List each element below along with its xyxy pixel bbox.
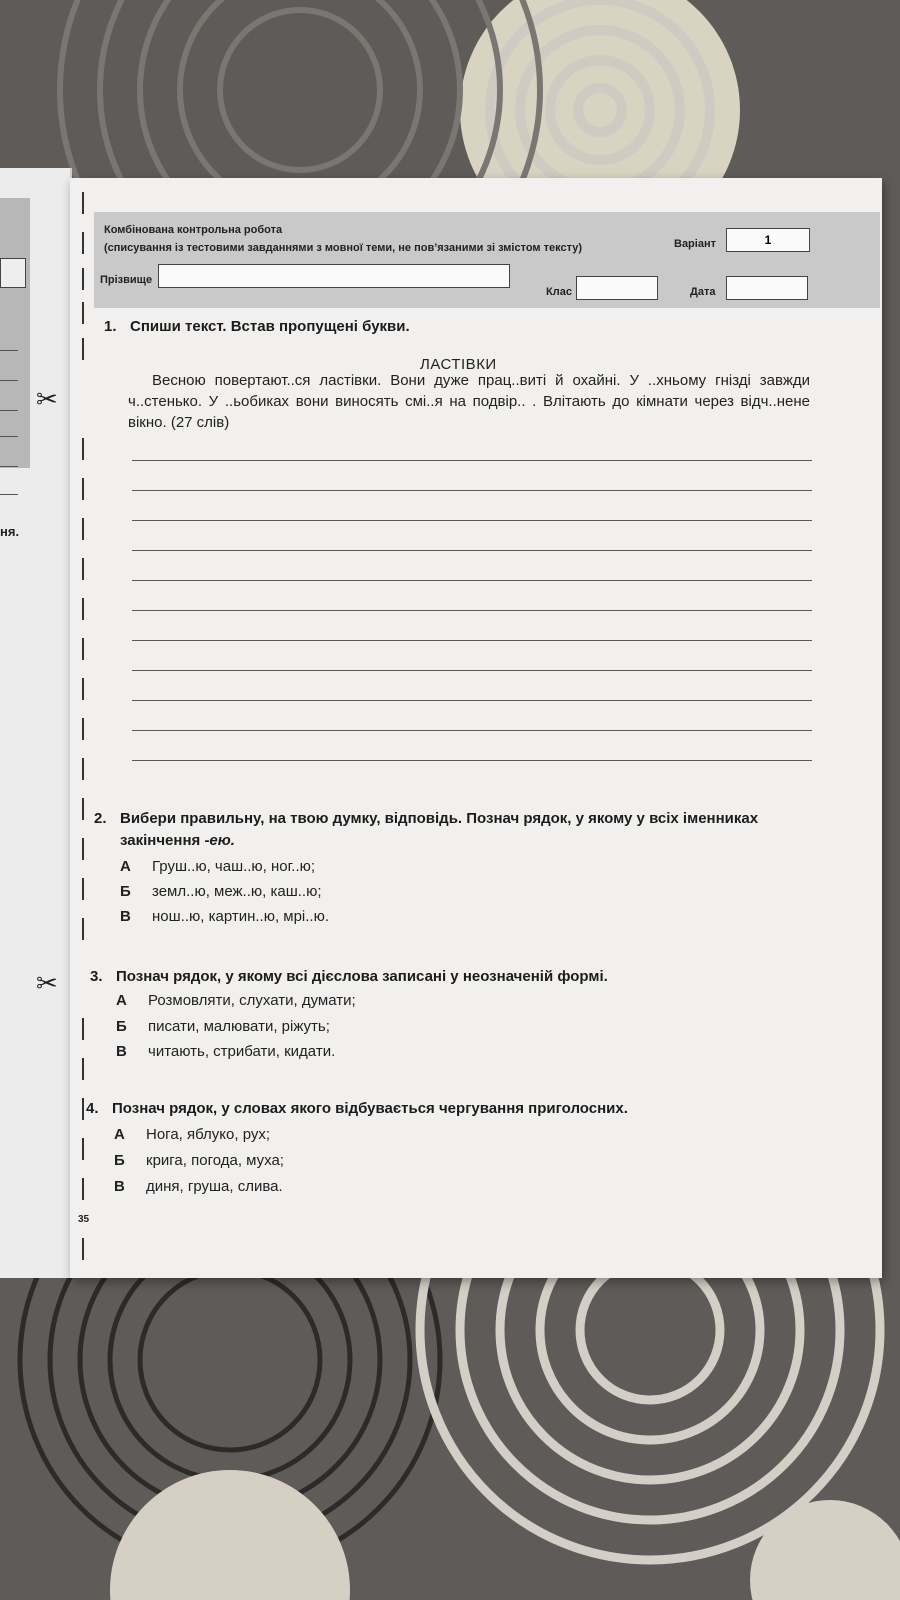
text-title: ЛАСТІВКИ [420, 356, 497, 373]
task-1-instruction: Спиши текст. Встав пропущені букви. [130, 318, 410, 335]
writing-line[interactable] [132, 580, 812, 581]
left-page-line [0, 410, 18, 411]
option-letter: А [120, 858, 131, 875]
task-4-option-b[interactable] [114, 1152, 284, 1169]
cut-line-mark [82, 798, 84, 820]
cut-line-mark [82, 638, 84, 660]
task-2-number: 2. [94, 810, 107, 827]
option-text: крига, погода, муха; [146, 1152, 284, 1169]
cut-line-mark [82, 878, 84, 900]
writing-line[interactable] [132, 520, 812, 521]
cut-line-mark [82, 758, 84, 780]
option-letter: А [116, 992, 127, 1009]
task-3-option-a[interactable] [116, 992, 356, 1009]
left-page-line [0, 350, 18, 351]
writing-line[interactable] [132, 640, 812, 641]
cut-line-mark [82, 268, 84, 290]
cut-line-mark [82, 1098, 84, 1120]
writing-line[interactable] [132, 610, 812, 611]
task-3-number: 3. [90, 968, 103, 985]
variant-label: Варіант [674, 238, 716, 250]
task-3-instruction: Познач рядок, у якому всі дієслова записані у неозначеній формі. [116, 968, 608, 985]
option-text: писати, малювати, ріжуть; [148, 1018, 330, 1035]
cut-line-mark [82, 232, 84, 254]
option-letter: А [114, 1126, 125, 1143]
task-4-number: 4. [86, 1100, 99, 1117]
class-label: Клас [546, 286, 572, 298]
cut-line-mark [82, 1018, 84, 1040]
scissors-icon: ✂ [36, 968, 58, 998]
writing-line[interactable] [132, 550, 812, 551]
header-title: Комбінована контрольна робота [104, 224, 283, 236]
left-page-text-fragment: ня. [0, 524, 20, 539]
option-letter: В [114, 1178, 125, 1195]
date-label: Дата [690, 286, 716, 298]
option-text: Груш..ю, чаш..ю, ног..ю; [152, 858, 316, 875]
option-letter: Б [116, 1018, 127, 1035]
task-2-ending: -ею. [204, 832, 235, 849]
left-page-line [0, 380, 18, 381]
option-letter: Б [120, 883, 131, 900]
cut-line-mark [82, 518, 84, 540]
cut-line-mark [82, 192, 84, 214]
writing-line[interactable] [132, 730, 812, 731]
task-2-option-c[interactable] [120, 908, 329, 925]
left-page-box [0, 258, 26, 288]
cut-line-mark [82, 438, 84, 460]
left-page-line [0, 436, 18, 437]
cut-line-mark [82, 1238, 84, 1260]
task-4-instruction: Познач рядок, у словах якого відбувається чергування приголосних. [112, 1100, 628, 1117]
cut-line-mark [82, 1058, 84, 1080]
class-field[interactable] [576, 276, 658, 300]
cut-line-mark [82, 718, 84, 740]
option-text: читають, стрибати, кидати. [148, 1043, 336, 1060]
worksheet-page [36, 178, 882, 1278]
task-2-instruction-line2: закінчення [120, 832, 201, 849]
task-2-option-a[interactable] [120, 858, 315, 875]
option-text: земл..ю, меж..ю, каш..ю; [152, 883, 322, 900]
writing-line[interactable] [132, 670, 812, 671]
left-page-gray-block [0, 198, 30, 468]
writing-line[interactable] [132, 760, 812, 761]
task-4-heading [86, 1100, 628, 1117]
writing-line[interactable] [132, 460, 812, 461]
cut-line-mark [82, 478, 84, 500]
task-4-option-a[interactable] [114, 1126, 270, 1143]
writing-line[interactable] [132, 700, 812, 701]
option-letter: Б [114, 1152, 125, 1169]
task-2-instruction: Вибери правильну, на твою думку, відповідь. Познач рядок, у якому у всіх іменниках [120, 810, 759, 827]
option-text: нош..ю, картин..ю, мрі..ю. [152, 908, 330, 925]
header-subtitle: (списування із тестовими завданнями з мовної теми, не пов’язаними зі змістом тексту) [104, 242, 583, 254]
page-number: 35 [78, 1214, 90, 1225]
option-text: Розмовляти, слухати, думати; [148, 992, 356, 1009]
option-text: диня, груша, слива. [146, 1178, 283, 1195]
task-2-option-b[interactable] [120, 883, 322, 900]
option-text: Нога, яблуко, рух; [146, 1126, 271, 1143]
surname-field[interactable] [158, 264, 510, 288]
cut-line-mark [82, 1138, 84, 1160]
task-3-heading [90, 968, 608, 985]
variant-field[interactable]: 1 [726, 228, 810, 252]
cut-line-mark [82, 918, 84, 940]
task-2-heading [94, 808, 834, 852]
task-1-heading [104, 318, 410, 335]
left-page-edge [0, 168, 72, 1278]
cut-line-mark [82, 1178, 84, 1200]
date-field[interactable] [726, 276, 808, 300]
cut-line-mark [82, 558, 84, 580]
task-1-number: 1. [104, 318, 117, 335]
cut-line-mark [82, 338, 84, 360]
task-3-option-c[interactable] [116, 1043, 335, 1060]
cut-line-mark [82, 838, 84, 860]
left-page-line [0, 466, 18, 467]
cut-line-mark [82, 678, 84, 700]
worksheet-header [94, 212, 880, 308]
dictation-text: Весною повертают..ся ластівки. Вони дуже прац..виті й охайні. У ..хньому гнізді завжди ч..стенько. У ..ьобиках вони виносять смі..я на подвір.. . Влітають до кімнати через відч..нене вікно. (27 слів) [128, 372, 810, 431]
task-4-option-c[interactable] [114, 1178, 283, 1195]
option-letter: В [116, 1043, 127, 1060]
surname-label: Прізвище [100, 274, 153, 286]
cut-line-mark [82, 302, 84, 324]
left-page-line [0, 494, 18, 495]
scissors-icon: ✂ [36, 384, 58, 414]
task-3-option-b[interactable] [116, 1018, 330, 1035]
option-letter: В [120, 908, 131, 925]
writing-line[interactable] [132, 490, 812, 491]
cut-line-mark [82, 598, 84, 620]
